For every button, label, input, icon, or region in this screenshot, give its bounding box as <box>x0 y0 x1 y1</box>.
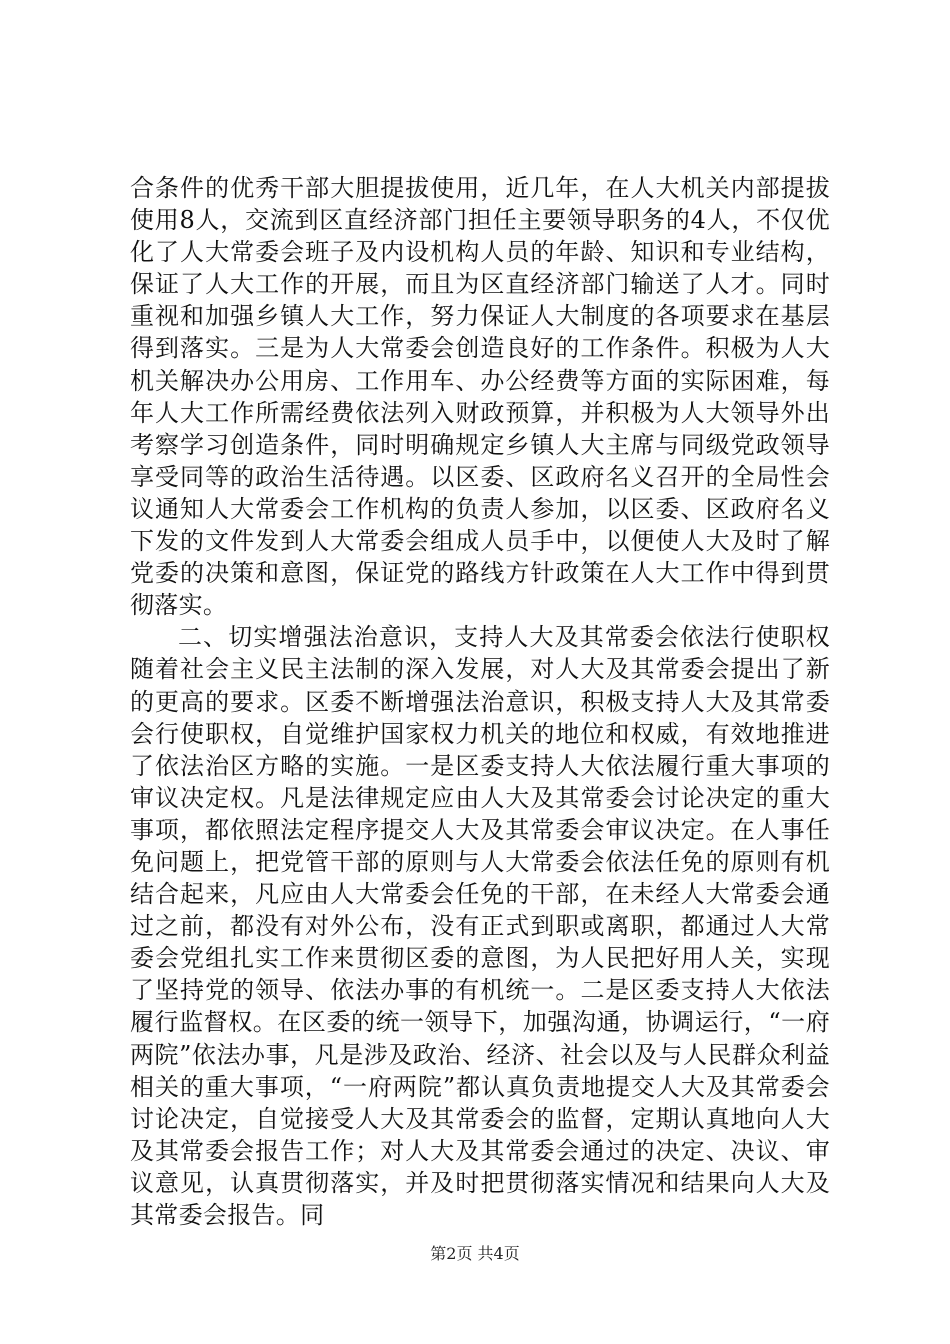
document-body <box>130 172 830 1231</box>
paragraph-section-two: 二、切实增强法治意识，支持人大及其常委会依法行使职权随着社会主义民主法制的深入发展，对人大及其常委会提出了新的更高的要求。区委不断增强法治意识，积极支持人大及其常委会行使职权，自觉维护国家权力机关的地位和权威，有效地推进了依法治区方略的实施。一是区委支持人大依法履行重大事项的审议决定权。凡是法律规定应由人大及其常委会讨论决定的重大事项，都依照法定程序提交人大及其常委会审议决定。在人事任免问题上，把党管干部的原则与人大常委会依法任免的原则有机结合起来，凡应由人大常委会任免的干部，在未经人大常委会通过之前，都没有对外公布，没有正式到职或离职，都通过人大常委会党组扎实工作来贯彻区委的意图，为人民把好用人关，实现了坚持党的领导、依法办事的有机统一。二是区委支持人大依法履行监督权。在区委的统一领导下，加强沟通，协调运行，“一府两院”依法办事，凡是涉及政治、经济、社会以及与人民群众利益相关的重大事项，“一府两院”都认真负责地提交人大及其常委会讨论决定，自觉接受人大及其常委会的监督，定期认真地向人大及其常委会报告工作；对人大及其常委会通过的决定、决议、审议意见，认真贯彻落实，并及时把贯彻落实情况和结果向人大及其常委会报告。同 <box>130 623 830 1229</box>
paragraph-continued: 合条件的优秀干部大胆提拔使用，近几年，在人大机关内部提拔使用8人，交流到区直经济部门担任主要领导职务的4人，不仅优化了人大常委会班子及内设机构人员的年龄、知识和专业结构，保证了人大工作的开展，而且为区直经济部门输送了人才。同时重视和加强乡镇人大工作，努力保证人大制度的各项要求在基层得到落实。三是为人大常委会创造良好的工作条件。积极为人大机关解决办公用房、工作用车、办公经费等方面的实际困难，每年人大工作所需经费依法列入财政预算，并积极为人大领导外出考察学习创造条件，同时明确规定乡镇人大主席与同级党政领导享受同等的政治生活待遇。以区委、区政府名义召开的全局性会议通知人大常委会工作机构的负责人参加，以区委、区政府名义下发的文件发到人大常委会组成人员手中，以便使人大及时了解党委的决策和意图，保证党的路线方针政策在人大工作中得到贯彻落实。 <box>130 174 830 620</box>
page-footer: 第2页 共4页 <box>430 1244 520 1263</box>
